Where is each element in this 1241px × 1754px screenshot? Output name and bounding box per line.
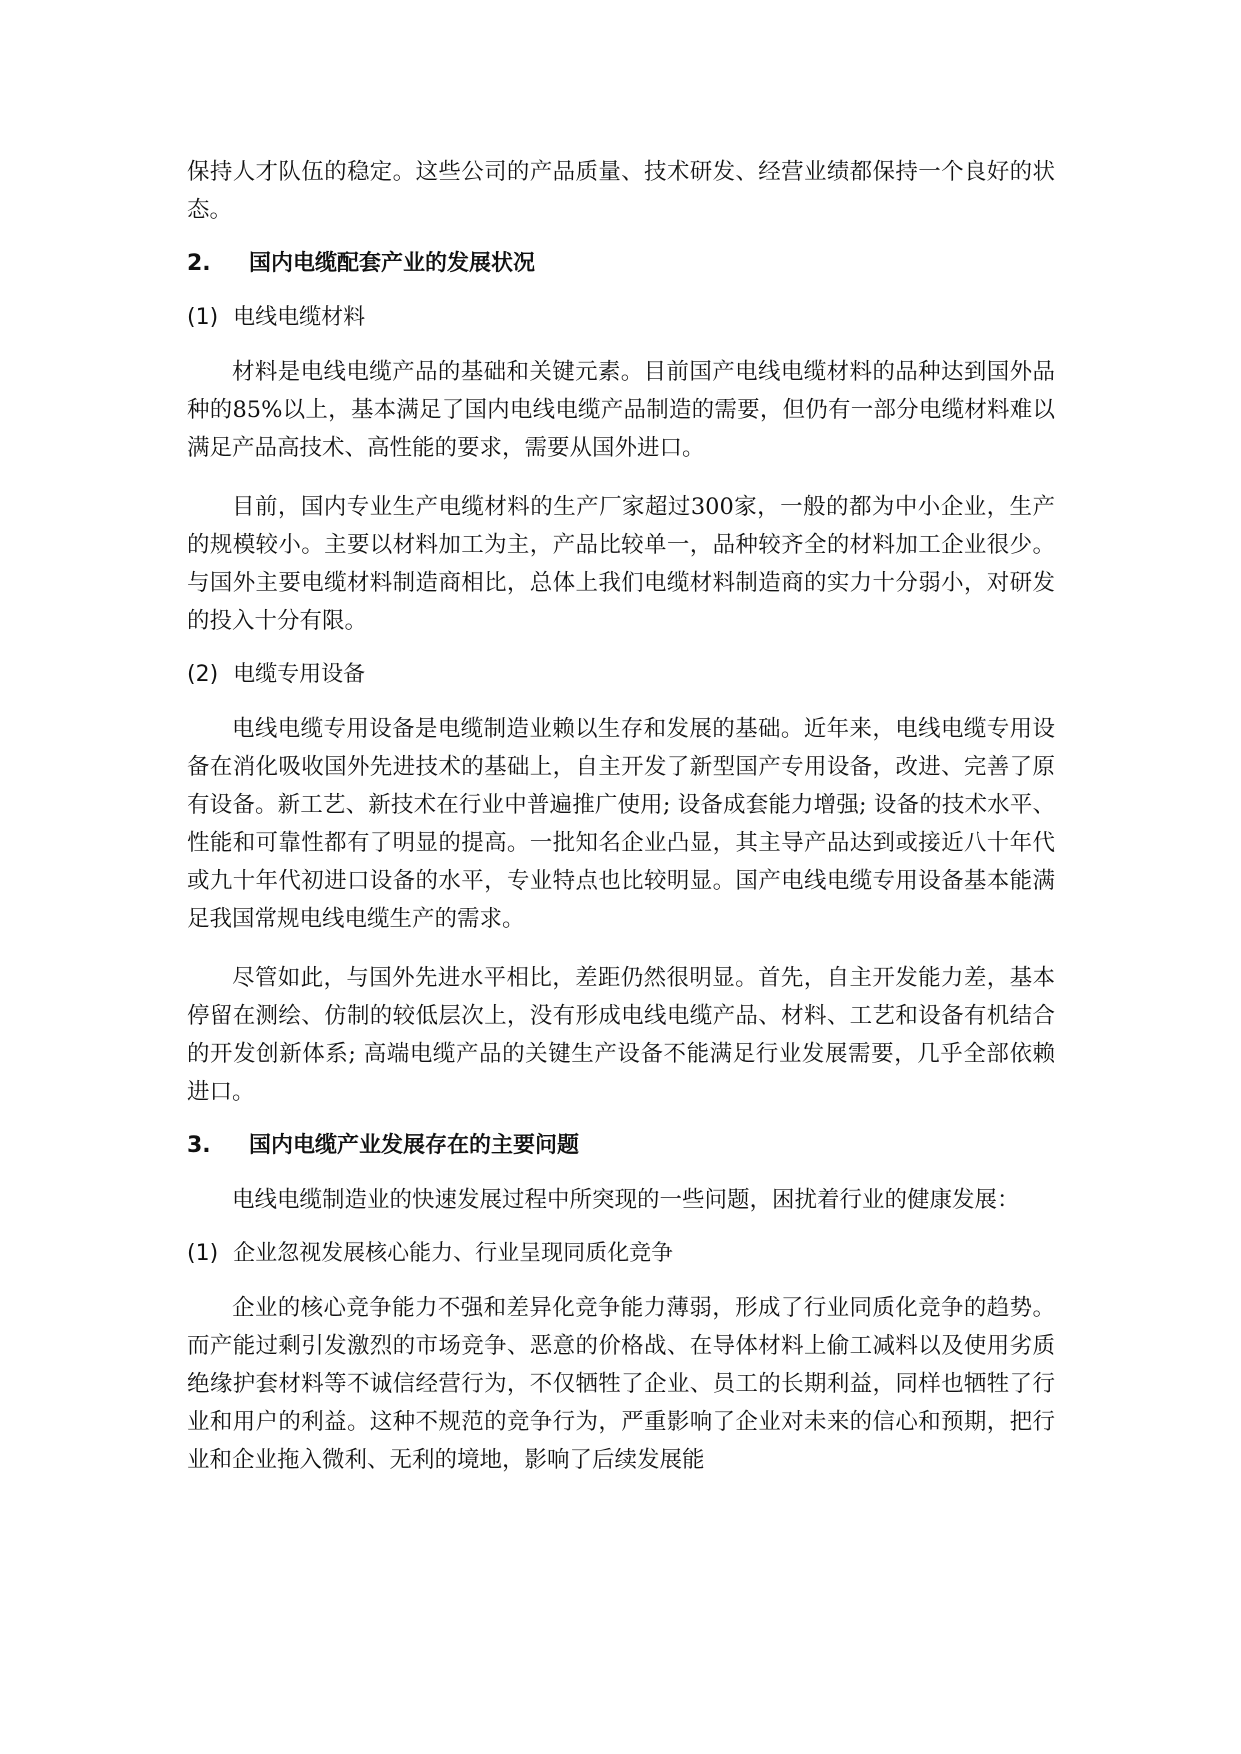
subsection-number: (1) bbox=[187, 305, 219, 330]
section-title: 国内电缆配套产业的发展状况 bbox=[249, 251, 536, 276]
subsection-title: 电线电缆材料 bbox=[233, 305, 366, 330]
paragraph-continuation: 保持人才队伍的稳定。这些公司的产品质量、技术研发、经营业绩都保持一个良好的状态。 bbox=[187, 159, 1055, 223]
paragraph-competition: 企业的核心竞争能力不强和差异化竞争能力薄弱，形成了行业同质化竞争的趋势。而产能过剩引发激烈的市场竞争、恶意的价格战、在导体材料上偷工减料以及使用劣质绝缘护套材料等不诚信经营行为，不仅牺牲了企业、员工的长期利益，同样也牺牲了行业和用户的利益。这种不规范的竞争行为，严重影响了企业对未来的信心和预期，把行业和企业拖入微利、无利的境地，影响了后续发展能 bbox=[187, 1295, 1055, 1473]
subsection-heading-materials bbox=[187, 299, 1055, 337]
subsection-title: 电缆专用设备 bbox=[233, 662, 366, 687]
section-heading-2 bbox=[187, 245, 1055, 283]
subsection-heading-equipment bbox=[187, 656, 1055, 694]
subsection-number: (1) bbox=[187, 1241, 219, 1266]
section-heading-3 bbox=[187, 1127, 1055, 1165]
section-number: 3. bbox=[187, 1133, 211, 1158]
paragraph-equipment-gap: 尽管如此，与国外先进水平相比，差距仍然很明显。首先，自主开发能力差，基本停留在测绘、仿制的较低层次上，没有形成电线电缆产品、材料、工艺和设备有机结合的开发创新体系; 高端电缆产品的关键生产设备不能满足行业发展需要，几乎全部依赖进口。 bbox=[187, 965, 1055, 1105]
section-number: 2. bbox=[187, 251, 211, 276]
subsection-number: (2) bbox=[187, 662, 219, 687]
paragraph-materials: 材料是电线电缆产品的基础和关键元素。目前国产电线电缆材料的品种达到国外品种的85%以上，基本满足了国内电线电缆产品制造的需要，但仍有一部分电缆材料难以满足产品高技术、高性能的要求，需要从国外进口。 bbox=[187, 359, 1055, 461]
paragraph-material-makers: 目前，国内专业生产电缆材料的生产厂家超过300家，一般的都为中小企业，生产的规模较小。主要以材料加工为主，产品比较单一，品种较齐全的材料加工企业很少。与国外主要电缆材料制造商相比，总体上我们电缆材料制造商的实力十分弱小，对研发的投入十分有限。 bbox=[187, 494, 1055, 634]
paragraph-equipment: 电线电缆专用设备是电缆制造业赖以生存和发展的基础。近年来，电线电缆专用设备在消化吸收国外先进技术的基础上，自主开发了新型国产专用设备，改进、完善了原有设备。新工艺、新技术在行业中普遍推广使用; 设备成套能力增强; 设备的技术水平、性能和可靠性都有了明显的提高。一批知名企业凸显，其主导产品达到或接近八十年代或九十年代初进口设备的水平，专业特点也比较明显。国产电线电缆专用设备基本能满足我国常规电线电缆生产的需求。 bbox=[187, 716, 1055, 932]
subsection-title: 企业忽视发展核心能力、行业呈现同质化竞争 bbox=[233, 1241, 674, 1266]
subsection-heading-competition bbox=[187, 1235, 1055, 1273]
section-title: 国内电缆产业发展存在的主要问题 bbox=[249, 1133, 580, 1158]
document-body bbox=[187, 153, 1055, 1479]
paragraph-problems-intro: 电线电缆制造业的快速发展过程中所突现的一些问题，困扰着行业的健康发展： bbox=[232, 1187, 1020, 1213]
